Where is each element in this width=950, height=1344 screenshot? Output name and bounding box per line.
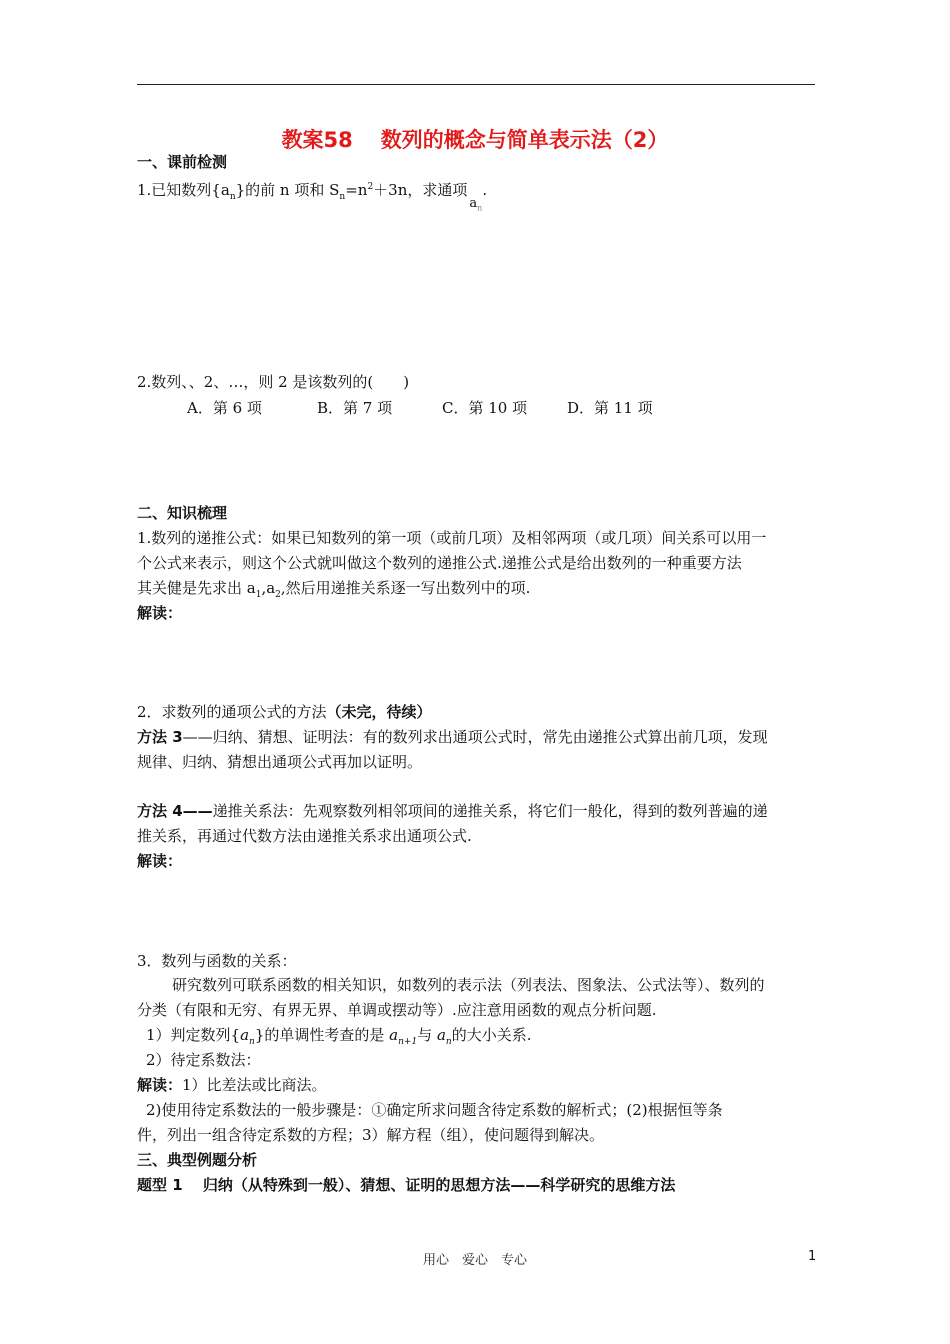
- coefficient-steps-line-1: 2)使用待定系数法的一般步骤是：①确定所求问题含待定系数的解析式；(2)根据恒等条: [146, 1101, 723, 1119]
- option-c: C．第 10 项: [442, 399, 528, 417]
- title-topic: 数列的概念与简单表示法（2）: [380, 128, 669, 152]
- interpretation-label-2: 解读：: [137, 852, 183, 870]
- recursive-formula-line-3: 其关健是先求出 $a_1,a_2$,然后用递推关系逐一写出数列中的项.: [137, 579, 531, 600]
- interpretation-label-1: 解读：: [137, 604, 183, 622]
- page-number: 1: [808, 1249, 817, 1264]
- undetermined-coefficients-item: 2）待定系数法：: [146, 1051, 261, 1069]
- method-3-line-2: 规律、归纳、猜想出通项公式再加以证明。: [137, 753, 423, 771]
- option-a: A．第 6 项: [187, 399, 262, 417]
- recursive-formula-line-1: 1.数列的递推公式：如果已知数列的第一项（或前几项）及相邻两项（或几项）间关系可以用一: [137, 529, 767, 547]
- method-4-line-1: 方法 4——递推关系法：先观察数列相邻项间的递推关系，将它们一般化，得到的数列普遍的递: [137, 802, 768, 820]
- general-term-methods-heading: 2．求数列的通项公式的方法（未完，待续）: [137, 703, 432, 721]
- option-b: B．第 7 项: [317, 399, 393, 417]
- formula-an: $a_n$: [469, 196, 483, 213]
- question-2-options: [187, 398, 653, 418]
- section2-heading: 二、知识梳理: [137, 504, 228, 522]
- method-4-line-2: 推关系，再通过代数方法由递推关系求出通项公式.: [137, 827, 472, 845]
- sequence-function-line-1: 研究数列可联系函数的相关知识，如数列的表示法（列表法、图象法、公式法等）、数列的: [172, 976, 765, 994]
- monotonicity-item: 1）判定数列$\{a_n\}$的单调性考查的是 $a_{n+1}$与 $a_n$的大小关系.: [146, 1026, 532, 1047]
- interpretation-3: 解读：1）比差法或比商法。: [137, 1076, 327, 1094]
- sequence-function-line-2: 分类（有限和无穷、有界无界、单调或摆动等）.应注意用函数的观点分析问题.: [137, 1001, 657, 1019]
- method-3-line-1: 方法 3——归纳、猜想、证明法：有的数列求出通项公式时，常先由递推公式算出前几项，发现: [137, 728, 768, 746]
- question-1: 1.已知数列$\{a_n\}$的前 n 项和 $S_n=n^2+3n$，求通项$a_n$.: [137, 177, 487, 207]
- coefficient-steps-line-2: 件，列出一组含待定系数的方程；3）解方程（组），使问题得到解决。: [137, 1126, 605, 1144]
- section1-heading: 一、课前检测: [137, 153, 228, 171]
- section3-heading: 三、典型例题分析: [137, 1151, 258, 1169]
- option-d: D．第 11 项: [567, 399, 653, 417]
- example-type-1: 题型 1 归纳（从特殊到一般）、猜想、证明的思想方法——科学研究的思维方法: [137, 1176, 676, 1194]
- title-lesson-number: 教案58: [281, 128, 353, 152]
- page-title: [0, 124, 950, 154]
- sequence-function-heading: 3．数列与函数的关系：: [137, 952, 297, 970]
- header-rule: [137, 84, 815, 85]
- recursive-formula-line-2: 个公式来表示，则这个公式就叫做这个数列的递推公式.递推公式是给出数列的一种重要方法: [137, 554, 742, 572]
- page-footer: 用心 爱心 专心: [422, 1253, 527, 1268]
- question-2: 2.数列、、2、…，则 2 是该数列的( ): [137, 373, 410, 391]
